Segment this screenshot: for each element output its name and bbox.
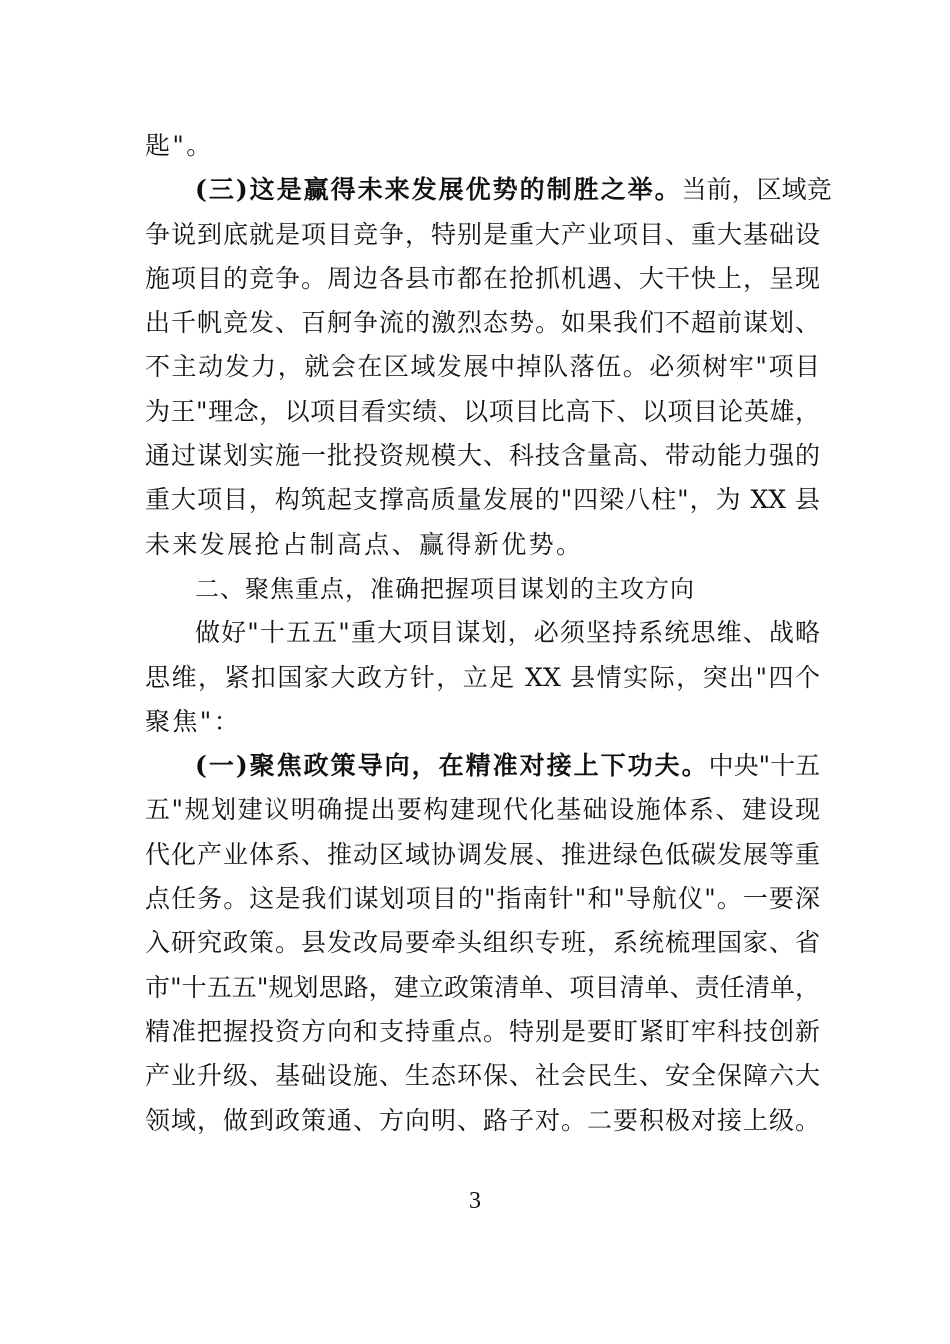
text-line: 市"十五五"规划思路，建立政策清单、项目清单、责任清单， xyxy=(145,972,820,1002)
text-line: 代化产业体系、推动区域协调发展、推进绿色低碳发展等重 xyxy=(145,839,820,869)
subsection-heading: (一)聚焦政策导向，在精准对接上下功夫。 xyxy=(195,751,709,781)
text-line: 产业升级、基础设施、生态环保、社会民生、安全保障六大 xyxy=(145,1061,820,1091)
subsection-heading: (三)这是赢得未来发展优势的制胜之举。 xyxy=(195,175,682,205)
text-line: 领域，做到政策通、方向明、路子对。二要积极对接上级。 xyxy=(145,1105,820,1135)
text-line: 点任务。这是我们谋划项目的"指南针"和"导航仪"。一要深 xyxy=(145,884,820,914)
paragraph-text: 当前，区域竞 xyxy=(681,175,832,205)
page-number: 3 xyxy=(469,1188,481,1214)
subsection-line-3 xyxy=(145,168,832,212)
text-line: 施项目的竞争。周边各县市都在抢抓机遇、大干快上，呈现 xyxy=(145,263,820,293)
text-line: 争说到底就是项目竞争，特别是重大产业项目、重大基础设 xyxy=(145,219,820,249)
text-line: 思维，紧扣国家大政方针，立足 XX 县情实际，突出"四个 xyxy=(145,662,820,692)
text-line: 重大项目，构筑起支撑高质量发展的"四梁八柱"，为 XX 县 xyxy=(145,485,820,515)
text-line: 五"规划建议明确提出要构建现代化基础设施体系、建设现 xyxy=(145,795,820,825)
text-line: 通过谋划实施一批投资规模大、科技含量高、带动能力强的 xyxy=(145,441,820,471)
text-line: 出千帆竞发、百舸争流的激烈态势。如果我们不超前谋划、 xyxy=(145,308,820,338)
text-line: 匙"。 xyxy=(145,131,214,160)
text-line: 做好"十五五"重大项目谋划，必须坚持系统思维、战略 xyxy=(195,618,820,648)
paragraph-text: 中央"十五 xyxy=(708,751,821,781)
text-line: 入研究政策。县发改局要牵头组织专班，系统梳理国家、省 xyxy=(145,928,820,958)
body-text xyxy=(145,124,832,1143)
text-line: 精准把握投资方向和支持重点。特别是要盯紧盯牢科技创新 xyxy=(145,1016,820,1046)
text-line: 聚焦"： xyxy=(145,706,242,736)
section-heading: 二、聚焦重点，准确把握项目谋划的主攻方向 xyxy=(195,574,695,603)
text-line: 为王"理念，以项目看实绩、以项目比高下、以项目论英雄， xyxy=(145,396,820,426)
text-line: 未来发展抢占制高点、赢得新优势。 xyxy=(145,529,584,559)
subsection-line-1 xyxy=(145,744,820,788)
text-line: 不主动发力，就会在区域发展中掉队落伍。必须树牢"项目 xyxy=(145,352,820,382)
